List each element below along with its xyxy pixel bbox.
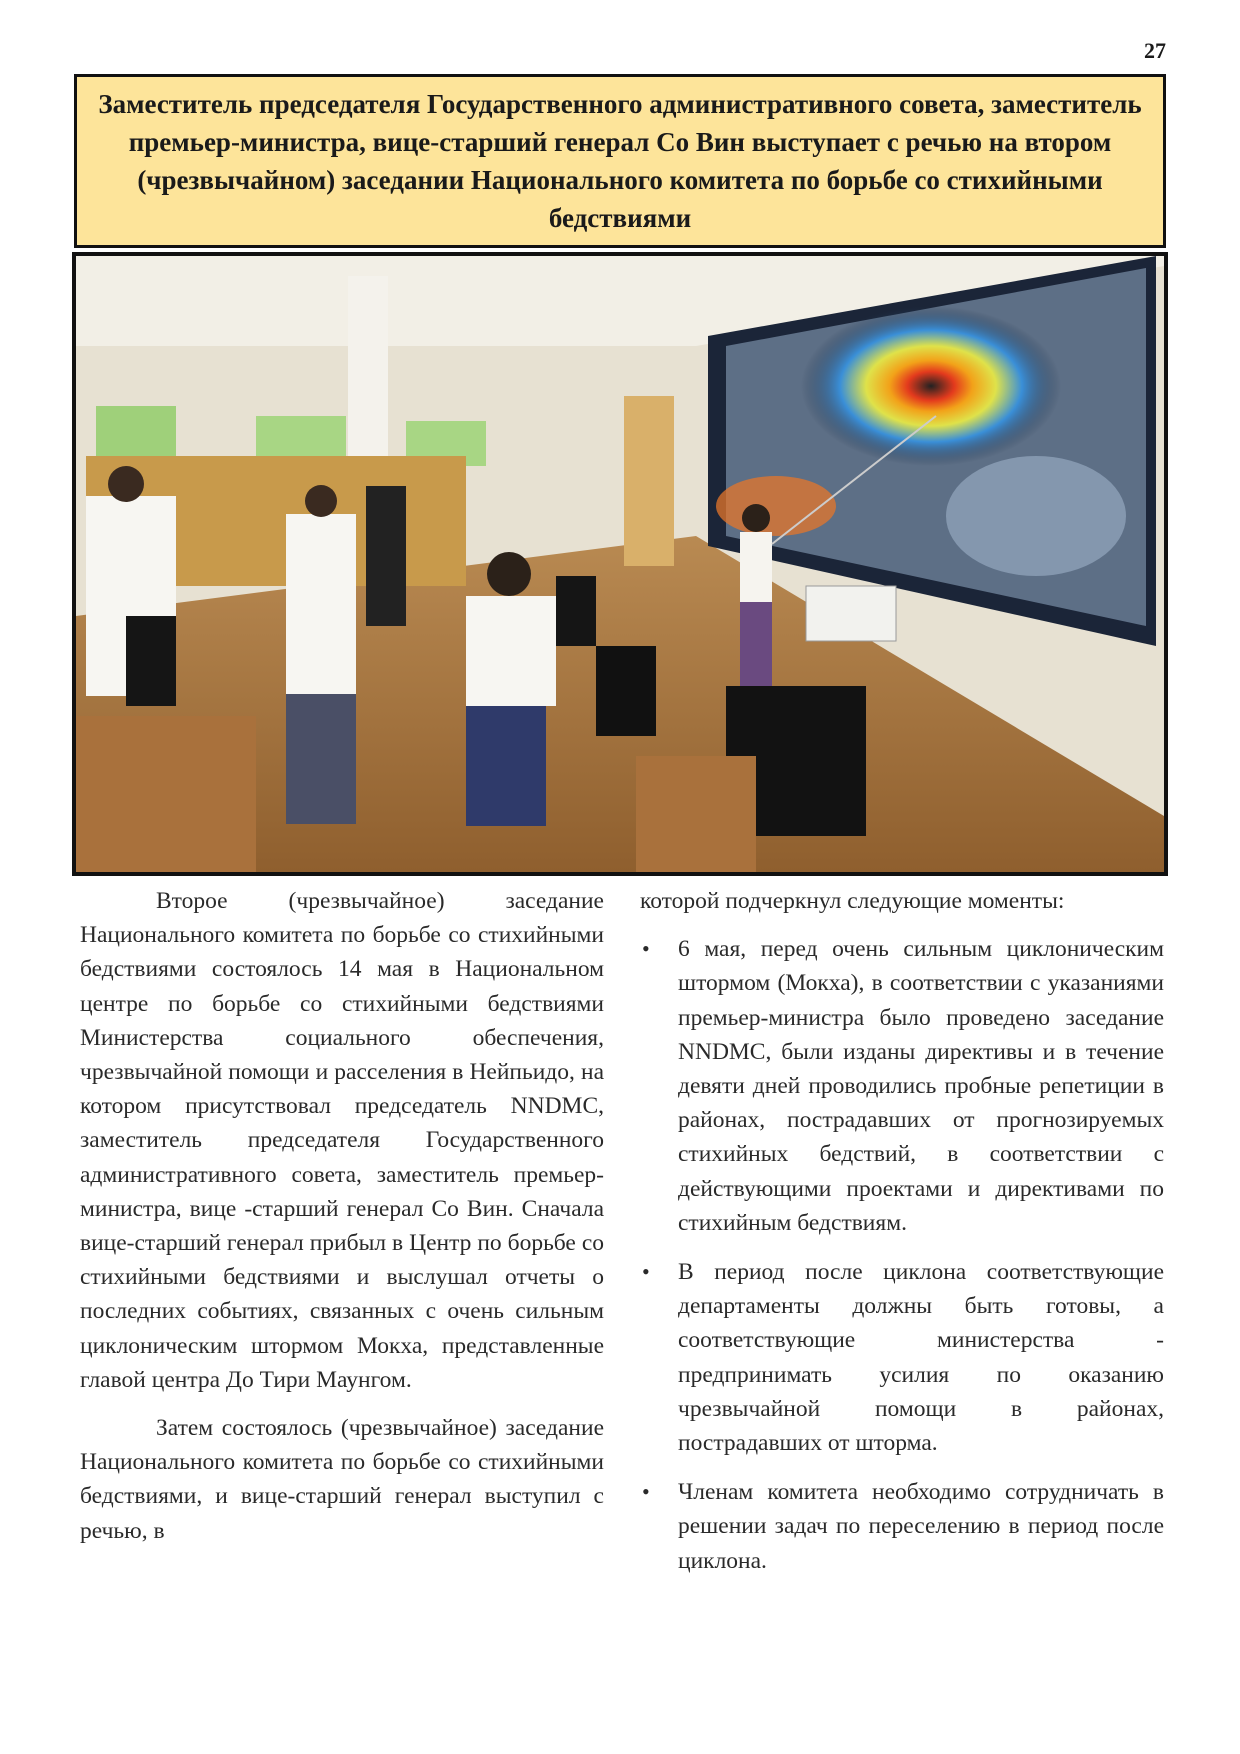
- article-paragraph: Затем состоялось (чрезвычайное) заседание Национального комитета по борьбе со стихийными бедствиями, и вице-старший генерал выступил с речью, в: [80, 1415, 604, 1544]
- photo-illustration: [76, 256, 1164, 872]
- title-box: [74, 74, 1166, 248]
- article-photo: [72, 252, 1168, 876]
- article-paragraph-continuation: которой подчеркнул следующие моменты:: [640, 888, 1065, 914]
- list-item-text: В период после циклона соответствующие департаменты должны быть готовы, а соответствующие министерства - предпринимать усилия по оказанию чрезвычайной помощи в районах, пострадавших от шторма.: [678, 1259, 1164, 1457]
- article-column-right: [640, 884, 1164, 1593]
- page-number: 27: [1144, 38, 1166, 63]
- list-item-text: 6 мая, перед очень сильным циклоническим штормом (Мокха), в соответствии с указаниями премьер-министра было проведено заседание NNDMC, были изданы директивы и в течение девяти дней проводились пробные репетиции в районах, пострадавших от прогнозируемых стихийных бедствий, в соответствии с действующими проектами и директивами по стихийным бедствиям.: [678, 936, 1164, 1236]
- article-title: Заместитель председателя Государственного административного совета, заместитель премьер-министра, вице-старший генерал Со Вин выступает с речью на втором (чрезвычайном) заседании Национального комитета по борьбе со стихийными бедствиями: [98, 89, 1142, 233]
- article-column-left: [80, 884, 604, 1562]
- bullet-icon: •: [642, 936, 650, 962]
- bullet-icon: •: [642, 1479, 650, 1505]
- article-paragraph: Второе (чрезвычайное) заседание Национального комитета по борьбе со стихийными бедствиями состоялось 14 мая в Национальном центре по борьбе со стихийными бедствиями Министерства социального обеспечения, чрезвычайной помощи и расселения в Нейпьидо, на котором присутствовал председатель NNDMC, заместитель председателя Государственного административного совета, заместитель премьер-министра, вице -старший генерал Со Вин. Сначала вице-старший генерал прибыл в Центр по борьбе со стихийными бедствиями и выслушал отчеты о последних событиях, связанных с очень сильным циклоническим штормом Мокха, представленные главой центра До Тири Маунгом.: [80, 888, 604, 1393]
- list-item: [640, 1255, 1164, 1460]
- bullet-icon: •: [642, 1259, 650, 1285]
- key-points-list: [640, 932, 1164, 1578]
- list-item-text: Членам комитета необходимо сотрудничать в решении задач по переселению в период после циклона.: [678, 1479, 1164, 1574]
- list-item: [640, 1475, 1164, 1578]
- list-item: [640, 932, 1164, 1240]
